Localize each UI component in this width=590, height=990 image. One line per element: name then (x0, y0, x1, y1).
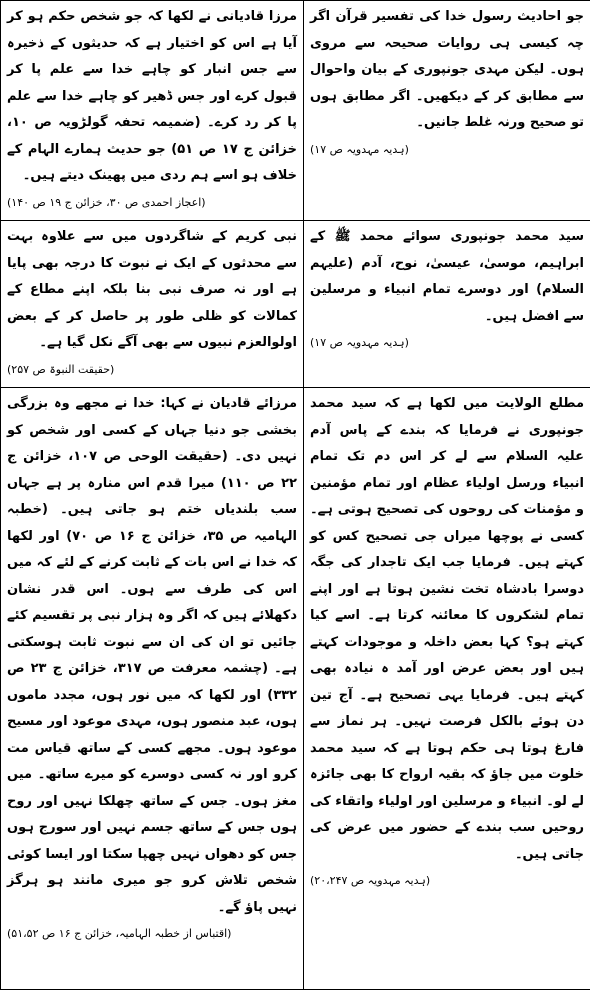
table-row (1, 1, 590, 221)
cell-text: مطلع الولایت میں لکھا ہے کہ سید محمد جونپوری نے فرمایا کہ بندے کے پاس آدم علیہ السلام سے لے کر اس دم تک تمام انبیاء ورسل اولیاء عظام اور تمام مؤمنین و مؤمنات کی روحوں کی تصحیح ہوتی ہے۔ کسی نے پوچھا میراں جی تصحیح کس کو کہتے ہیں۔ فرمایا جب ایک تاجدار کی جگہ دوسرا بادشاہ تخت نشین ہوتا ہے اور اپنے تمام لشکروں کا معائنہ کرتا ہے۔ اسے کیا کہتے ہو؟ کہا بعض داخلہ و موجودات کہتے ہیں اور بعض عرض اور آمد ہ نیادہ بھی کہتے ہیں۔ فرمایا یہی تصحیح ہے۔ آج تین دن ہوئے بالکل فرصت نہیں۔ ہر نماز سے فارغ ہوتا ہی حکم ہوتا ہے کہ سید محمد خلوت میں جاؤ کہ بقیہ ارواح کا بھی جائزہ لے لو۔ انبیاء و مرسلین اور اولیاء واتقاء کی روحیں سب بندے کے حضور میں عرض کی جاتی ہیں۔ (310, 391, 584, 868)
mahdavi-cell (304, 388, 590, 990)
mahdavi-cell (304, 221, 590, 388)
cell-text: جو احادیث رسول خدا کی تفسیر قرآن اگر چہ کیسی ہی روایات صحیحہ سے مروی ہوں۔ لیکن مہدی جونپوری کے بیان واحوال سے مطابق کر کے دیکھیں۔ اگر مطابق ہوں تو صحیح ورنہ غلط جانیں۔ (310, 4, 584, 137)
citation: (اقتباس از خطبہ الہامیہ، خزائن ج ۱۶ ص ۵۱،۵۲) (7, 921, 297, 948)
citation: (ہدیہ مہدویہ ص ۱۷) (310, 137, 584, 164)
cell-text: نبی کریم کے شاگردوں میں سے علاوہ بہت سے محدثوں کے ایک نے نبوت کا درجہ بھی پایا ہے اور نہ صرف نبی بنا بلکہ اپنے مطاع کے کمالات کو ظلی طور پر حاصل کر کے بعض اولوالعزم نبیوں سے بھی آگے نکل گیا ہے۔ (7, 224, 297, 357)
cell-text: مرزا قادیانی نے لکھا کہ جو شخص حکم ہو کر آیا ہے اس کو اختیار ہے کہ حدیثوں کے ذخیرہ سے جس انبار کو چاہے خدا سے علم پا کر قبول کرے اور جس ڈھیر کو چاہے خدا سے علم پا کر رد کرے۔ (ضمیمہ تحفہ گولڑویہ ص ۱۰، خزائن ج ۱۷ ص ۵۱) جو حدیث ہمارے الہام کے خلاف ہو اسے ہم ردی میں پھینک دیتے ہیں۔ (7, 4, 297, 190)
citation: (حقیقت النبوۃ ص ۲۵۷) (7, 357, 297, 384)
mahdavi-cell (304, 1, 590, 221)
qadiani-cell (1, 388, 304, 990)
cell-text: سید محمد جونپوری سوائے محمد ﷺ کے ابراہیم، موسیٰ، عیسیٰ، نوح، آدم (علیہم السلام) اور دوسرے تمام انبیاء و مرسلین سے افضل ہیں۔ (310, 224, 584, 330)
citation: (اعجاز احمدی ص ۳۰، خزائن ج ۱۹ ص ۱۴۰) (7, 190, 297, 217)
table-row (1, 388, 590, 990)
qadiani-cell (1, 221, 304, 388)
citation: (ہدیہ مہدویہ ص ۲۰،۲۴۷) (310, 868, 584, 895)
citation: (ہدیہ مہدویہ ص ۱۷) (310, 330, 584, 357)
table-row (1, 221, 590, 388)
cell-text: مرزائے قادیان نے کہا: خدا نے مجھے وہ بزرگی بخشی جو دنیا جہاں کے کسی اور شخص کو نہیں دی۔ (حقیقت الوحی ص ۱۰۷، خزائن ج ۲۲ ص ۱۱۰) میرا قدم اس منارہ پر ہے جہاں سب بلندیاں ختم ہو جاتی ہیں۔ (خطبہ الہامیہ ص ۳۵، خزائن ج ۱۶ ص ۷۰) اور لکھا کہ خدا نے اس بات کے ثابت کرنے کے لئے کہ میں اس کی طرف سے ہوں۔ اس قدر نشان دکھلائے ہیں کہ اگر وہ ہزار نبی پر تقسیم کئے جائیں تو ان کی ان سے نبوت ثابت ہوسکتی ہے۔ (چشمہ معرفت ص ۳۱۷، خزائن ج ۲۳ ص ۳۳۲) اور لکھا کہ میں نور ہوں، مجدد ماموں ہوں، عبد منصور ہوں، مہدی موعود اور مسیح موعود ہوں۔ مجھے کسی کے ساتھ قیاس مت کرو اور نہ کسی دوسرے کو میرے ساتھ۔ میں مغز ہوں۔ جس کے ساتھ چھلکا نہیں اور روح ہوں جس کے ساتھ جسم نہیں اور سورج ہوں جس کو دھواں نہیں چھپا سکتا اور ایسا کوئی شخص تلاش کرو جو میری مانند ہو ہرگز نہیں پاؤ گے۔ (7, 391, 297, 921)
qadiani-cell (1, 1, 304, 221)
